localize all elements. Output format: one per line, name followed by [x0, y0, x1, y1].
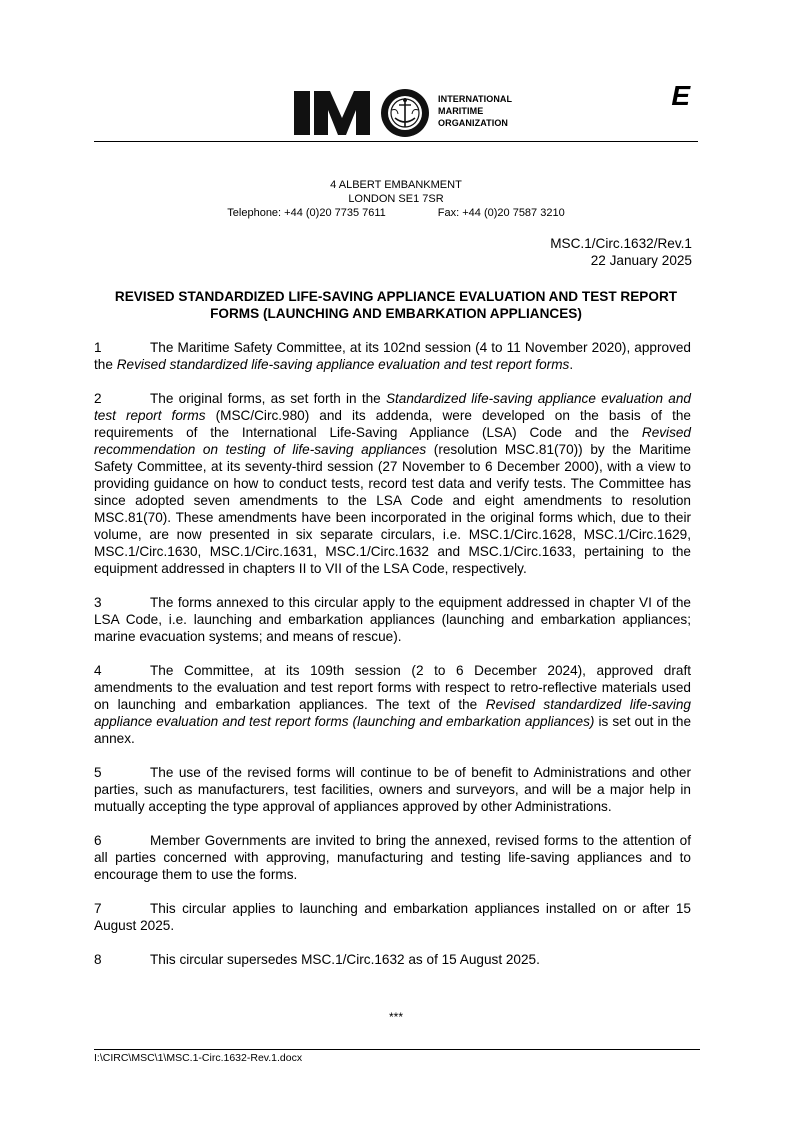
paragraph: [94, 594, 691, 645]
paragraph-number: 7: [94, 901, 102, 916]
address-street: 4 ALBERT EMBANKMENT: [330, 179, 462, 191]
paragraph: [94, 832, 691, 883]
address-city: LONDON SE1 7SR: [348, 193, 444, 205]
fax: Fax: +44 (0)20 7587 3210: [437, 207, 565, 219]
paragraph-number: 3: [94, 595, 102, 610]
paragraph-text: (resolution MSC.81(70)) by the Maritime Safety Committee, at its seventy-third session (27 November to 6 December 2000), with a view to providing guidance on how to conduct tests, record test data and verify tests. The Committee has since adopted seven amendments to the LSA Code and eight amendments to resolution MSC.81(70). These amendments have been incorporated in the original forms which, due to their volume, are now presented in six separate circulars, i.e. MSC.1/Circ.1628, MSC.1/Circ.1629, MSC.1/Circ.1630, MSC.1/Circ.1631, MSC.1/Circ.1632 and MSC.1/Circ.1633, pertaining to the equipment addressed in chapters II to VII of the LSA Code, respectively.: [94, 442, 691, 576]
paragraph-number: 1: [94, 340, 102, 355]
paragraph-text: .: [569, 357, 574, 372]
paragraph-text: Member Governments are invited to bring the annexed, revised forms to the attention of all parties concerned with approving, manufacturing and testing life-saving appliances and to encourage them to use the forms.: [94, 833, 691, 882]
paragraph-number: 4: [94, 663, 102, 678]
document-body: [94, 339, 691, 985]
contact-numbers: [94, 206, 698, 220]
paragraph: [94, 764, 691, 815]
paragraph: [94, 339, 691, 373]
organization-name: [438, 93, 512, 129]
paragraph-text: This circular supersedes MSC.1/Circ.1632 as of 15 August 2025.: [150, 952, 540, 967]
telephone: Telephone: +44 (0)20 7735 7611: [227, 207, 386, 219]
paragraph-text: is set out in the annex.: [94, 714, 692, 746]
paragraph-text: (MSC/Circ.980) and its addenda, were developed on the basis of the requirements of the International Life-Saving Appliance (LSA) Code and the: [94, 408, 691, 440]
paragraph-number: 6: [94, 833, 102, 848]
document-title: REVISED STANDARDIZED LIFE-SAVING APPLIANCE EVALUATION AND TEST REPORT FORMS (LAUNCHING AND EMBARKATION APPLIANCES): [114, 289, 678, 321]
address-block: [94, 178, 698, 220]
document-reference: [550, 235, 692, 269]
paragraph-text: The forms annexed to this circular apply to the equipment addressed in chapter VI of the LSA Code, i.e. launching and embarkation appliances (launching and embarkation appliances; marine evacuation systems; and means of rescue).: [94, 595, 691, 644]
letterhead: [94, 80, 698, 142]
paragraph: [94, 900, 691, 934]
org-name-line: INTERNATIONAL: [438, 94, 513, 104]
italic-reference: Revised recommendation on testing of life-saving appliances: [94, 425, 691, 457]
paragraph: [94, 951, 691, 968]
paragraph-text: The use of the revised forms will continue to be of benefit to Administrations and other parties, such as manufacturers, test facilities, owners and surveyors, and will be a major help in mutually accepting the type approval of appliances approved by other Administrations.: [94, 765, 691, 814]
paragraph-number: 8: [94, 952, 102, 967]
footer-file-path: I:\CIRC\MSC\1\MSC.1-Circ.1632-Rev.1.docx: [94, 1052, 303, 1064]
paragraph-text: The Maritime Safety Committee, at its 102nd session (4 to 11 November 2020), approved the: [94, 340, 691, 372]
document-date: 22 January 2025: [590, 253, 692, 268]
org-name-line: MARITIME: [438, 106, 484, 116]
italic-reference: Revised standardized life-saving appliance evaluation and test report forms (launching and embarkation appliances): [94, 697, 691, 729]
paragraph-text: This circular applies to launching and embarkation appliances installed on or after 15 August 2025.: [94, 901, 691, 933]
language-code: E: [671, 80, 690, 111]
paragraph: [94, 390, 691, 577]
imo-logo: [294, 88, 434, 138]
paragraph-number: 2: [94, 391, 102, 406]
italic-reference: Standardized life-saving appliance evaluation and test report forms: [94, 391, 691, 423]
header-divider: [94, 141, 698, 142]
italic-reference: Revised standardized life-saving appliance evaluation and test report forms: [116, 357, 570, 372]
end-mark: ***: [388, 1010, 403, 1024]
document-symbol: MSC.1/Circ.1632/Rev.1: [550, 236, 692, 251]
paragraph: [94, 662, 691, 747]
paragraph-text: The Committee, at its 109th session (2 to 6 December 2024), approved draft amendments to the evaluation and test report forms with respect to retro-reflective materials used on launching and embarkation appliances. The text of the: [94, 663, 691, 712]
paragraph-number: 5: [94, 765, 102, 780]
footer-divider: [94, 1049, 700, 1050]
org-name-line: ORGANIZATION: [438, 118, 509, 128]
paragraph-text: The original forms, as set forth in the: [150, 391, 386, 406]
